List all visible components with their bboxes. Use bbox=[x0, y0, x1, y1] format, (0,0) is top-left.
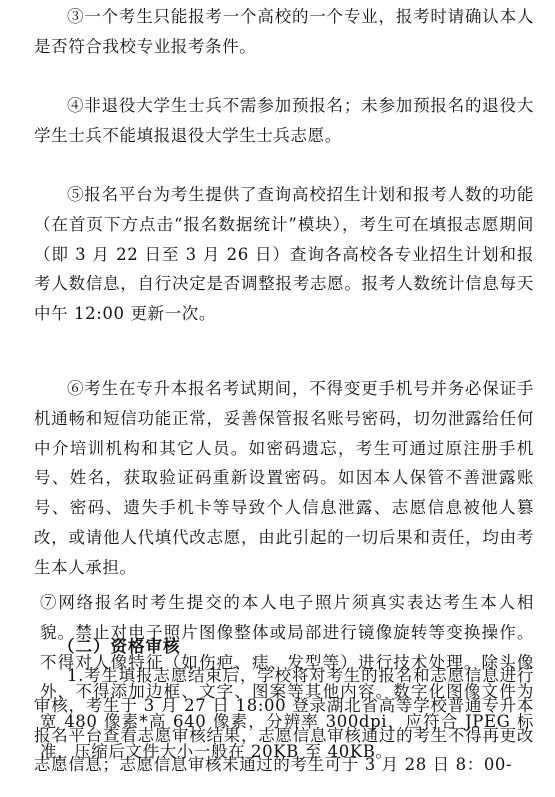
section-heading: （二）资格审核 bbox=[58, 637, 181, 656]
paragraph-item-5: ⑤报名平台为考生提供了查询高校招生计划和报考人数的功能（在首页下方点击“报名数据统计”模块），考生可在填报志愿期间（即 3 月 22 日至 3 月 26 日）查询各高校各专业招生计划和报考人数信息，自行决定是否调整报考志愿。报考人数统计信息每天中午 12:00 更新一次。 bbox=[34, 185, 534, 324]
paragraph-item-4: ④非退役大学生士兵不需参加预报名；未参加预报名的退役大学生士兵不能填报退役大学生士兵志愿。 bbox=[34, 96, 534, 145]
paragraph-item-7: ⑦网络报名时考生提交的本人电子照片须真实表达考生本人相貌。禁止对电子照片图像整体或局部进行镜像旋转等变换操作。不得对人像特征（如伤疤、痣、发型等）进行技术处理。除头像外，不得添加边框、文字、图案等其他内容。数字化图像文件为宽 480 像素*高 640 像素，分辨率 300dpi，应符合 JPEG 标准，压缩后文件大小一般在 20KB 至 40KB。 bbox=[40, 593, 534, 761]
paragraph-item-6: ⑥考生在专升本报名考试期间，不得变更手机号并务必保证手机通畅和短信功能正常，妥善保管报名账号密码，切勿泄露给任何中介培训机构和其它人员。如密码遗忘，考生可通过原注册手机号、姓名，获取验证码重新设置密码。如因本人保管不善泄露账号、密码、遗失手机卡等导致个人信息泄露、志愿信息被他人篡改，或请他人代填代改志愿，由此引起的一切后果和责任，均由考生本人承担。 bbox=[34, 379, 534, 577]
paragraph-section-item-1: 1.考生填报志愿结束后，学校将对考生的报名和志愿信息进行审核，考生于 3 月 27 日 18:00 登录湖北省高等学校普通专升本报名平台查看志愿审核结果，志愿信息审核通过的考生不得再更改志愿信息；志愿信息审核未通过的考生可于 3 月 28 日 8：00- bbox=[34, 666, 534, 775]
paragraph-item-3: ③一个考生只能报考一个高校的一个专业，报考时请确认本人是否符合我校专业报考条件。 bbox=[34, 7, 534, 56]
